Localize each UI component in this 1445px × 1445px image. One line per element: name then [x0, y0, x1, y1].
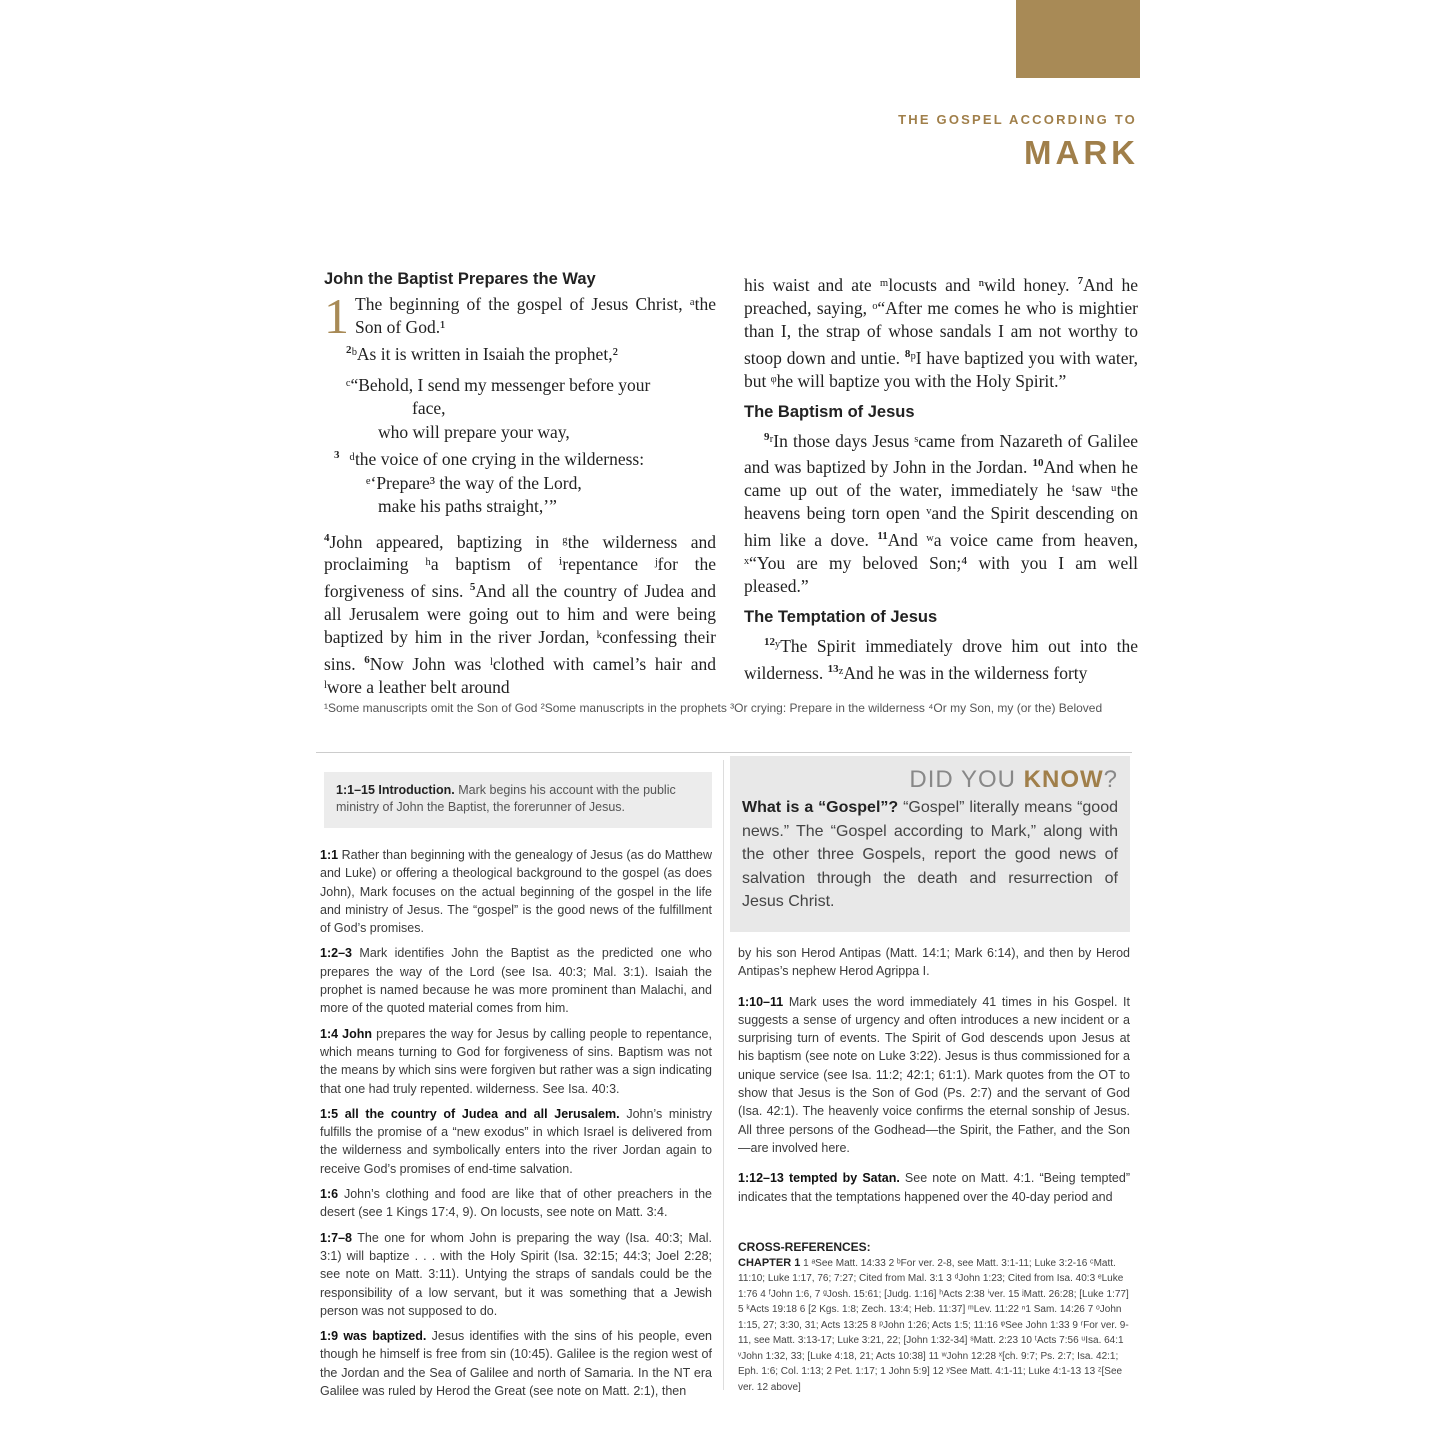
- book-title: MARK: [1024, 134, 1139, 171]
- verses-6-8: his waist and ate ᵐlocusts and ⁿwild honey. $^7$And he preached, saying, ᵒ“After me comes he who is mightier than I, the strap of whose sandals I am not worthy to stoop down and untie. $^8$ᵖI have baptized you with water, but ᵠhe will baptize you with the Holy Spirit.”: [744, 274, 1139, 391]
- text-footnotes: ¹Some manuscripts omit the Son of God ²Some manuscripts in the prophets ³Or crying: Prepare in the wilderness ⁴Or my Son, my (or the) Beloved: [324, 701, 1103, 715]
- scripture-column-left: [324, 270, 716, 698]
- study-note: 1:10–11 Mark uses the word immediately 41 times in his Gospel. It suggests a sense of urgency and often introduces a new incident or a surprising turn of events. The Spirit of God descends upon Jesus at his baptism (see note on Luke 3:22). Jesus is thus commissioned for a unique service (see Isa. 11:2; 42:1; 61:1). Mark quotes from the OT to show that Jesus is the Son of God (Ps. 2:7) and the servant of God (Isa. 42:1). The heavenly voice confirms the eternal sonship of Jesus. All three persons of the Godhead—the Spirit, the Father, and the Son—are involved here.: [738, 994, 1130, 1155]
- verses-12-13: $^{12}$ʸThe Spirit immediately drove him out into the wilderness. $^{13}$ᶻAnd he was in the wilderness forty: [744, 635, 1138, 683]
- column-divider: [723, 760, 724, 1390]
- study-note: 1:9 was baptized. Jesus identifies with the sins of his people, even though he himself is free from sin (10:45). Galilee is the region west of the Jordan and the Sea of Galilee and north of Samaria. In the NT era Galilee was ruled by Herod the Great (see note on Matt. 2:1), then: [320, 1329, 712, 1399]
- section-heading-temptation: The Temptation of Jesus: [744, 608, 938, 627]
- study-note: 1:7–8 The one for whom John is preparing the way (Isa. 40:3; Mal. 3:1) will baptize . . . with the Holy Spirit (Isa. 32:15; 44:3; Joel 2:28; see note on Matt. 3:11). Untying the straps of sandals could be the responsibility of a low servant, but it was something that a Jewish person was not supposed to do.: [320, 1230, 712, 1318]
- cross-references-body: CHAPTER 1 1 ᵃSee Matt. 14:33 2 ᵇFor ver. 2-8, see Matt. 3:1-11; Luke 3:2-16 ᶜMatt. 11:10; Luke 1:17, 76; 7:27; Cited from Mal. 3:1 3 ᵈJohn 1:23; Cited from Isa. 40:3 ᵉLuke 1:76 4 ᶠJohn 1:6, 7 ᵍJosh. 15:61; [Judg. 1:16] ʰActs 2:38 ⁱver. 15 ʲMatt. 26:28; [Luke 1:77] 5 ᵏActs 19:18 6 [2 Kgs. 1:8; Zech. 13:4; Heb. 11:37] ᵐLev. 11:22 ⁿ1 Sam. 14:26 7 ᵒJohn 1:15, 27; 3:30, 31; Acts 13:25 8 ᵖJohn 1:26; Acts 1:5; 11:16 ᵠSee John 1:33 9 ʳFor ver. 9-11, see Matt. 3:13-17; Luke 3:21, 22; [John 1:32-34] ˢMatt. 2:23 10 ᵗActs 7:56 ᵘIsa. 64:1 ᵛJohn 1:32, 33; [Luke 4:18, 21; Acts 10:38] 11 ʷJohn 12:28 ˣ[ch. 9:7; Ps. 2:7; Isa. 42:1; Eph. 1:6; Col. 1:13; 2 Pet. 1:17; 1 John 5:9] 12 ʸSee Matt. 4:1-11; Luke 4:1-13 13 ᶻ[See ver. 12 above]: [738, 1256, 1129, 1393]
- study-notes-left: [320, 846, 712, 1399]
- verse-2: $^2$ᵇAs it is written in Isaiah the prophet,²: [346, 343, 618, 364]
- section-heading: John the Baptist Prepares the Way: [324, 270, 596, 288]
- verse-1: 1 The beginning of the gospel of Jesus Christ, ᵃthe Son of God.¹: [324, 288, 716, 344]
- book-color-tab: [1016, 0, 1140, 78]
- study-note: 1:4 John prepares the way for Jesus by calling people to repentance, which means turning to God for forgiveness of sins. Baptism was not the means by which sins were forgiven but rather was a sign indicating that one had truly repented. wilderness. See Isa. 40:3.: [320, 1026, 712, 1096]
- verses-4-6: $^4$John appeared, baptizing in ᵍthe wilderness and proclaiming ʰa baptism of ⁱrepentance ʲfor the forgiveness of sins. $^5$And all the country of Judea and all Jerusalem were going out to him and were being baptized by him in the river Jordan, ᵏconfessing their sins. $^6$Now John was ˡclothed with camel’s hair and ˡwore a leather belt around: [324, 531, 716, 698]
- chapter-number: 1: [324, 288, 349, 344]
- study-notes-right: [738, 944, 1130, 1224]
- book-kicker: THE GOSPEL ACCORDING TO: [898, 112, 1137, 127]
- did-you-know-body: What is a “Gospel”? “Gospel” literally means “good news.” The “Gospel according to Mark,” along with the other three Gospels, report the good news of salvation through the death and resurrection of Jesus Christ.: [742, 799, 1119, 910]
- study-note: 1:5 all the country of Judea and all Jerusalem. John’s ministry fulfills the promise of a “new exodus” in which Israel is delivered from the wilderness and symbolically enters into the river Jordan again to receive God’s promises of end-time salvation.: [320, 1106, 712, 1176]
- isaiah-quotation: ᶜ“Behold, I send my messenger before your face, who will prepare your way, $^3$ ᵈthe voice of one crying in the wilderness: ᵉ‘Prepare³ the way of the Lord, make his paths straight,’”: [334, 374, 651, 517]
- study-note: 1:2–3 Mark identifies John the Baptist as the predicted one who prepares the way of the Lord (see Isa. 40:3; Mal. 3:1). Isaiah the prophet is named because he was more prominent than Malachi, and more of the quoted material comes from him.: [320, 946, 712, 1016]
- cross-references-title: CROSS-REFERENCES:: [738, 1240, 871, 1254]
- did-you-know-box: [730, 756, 1130, 932]
- verses-9-11: $^9$ʳIn those days Jesus ˢcame from Nazareth of Galilee and was baptized by John in the Jordan. $^{10}$And when he came up out of the water, immediately he ᵗsaw ᵘthe heavens being torn open ᵛand the Spirit descending on him like a dove. $^{11}$And ʷa voice came from heaven, ˣ“You are my beloved Son;⁴ with you I am well pleased.”: [744, 430, 1139, 597]
- intro-note: 1:1–15 Introduction. Mark begins his account with the public ministry of John the Baptist, the forerunner of Jesus.: [324, 772, 712, 828]
- study-note: 1:1 Rather than beginning with the genealogy of Jesus (as do Matthew and Luke) or offering a theological background to the gospel (as does John), Mark focuses on the actual beginning of the gospel in the life and ministry of Jesus. The “gospel” is the good news of the fulfillment of God’s promises.: [320, 848, 712, 936]
- study-note: by his son Herod Antipas (Matt. 14:1; Mark 6:14), and then by Herod Antipas’s nephew Herod Agrippa I.: [738, 946, 1130, 979]
- study-note: 1:12–13 tempted by Satan. See note on Matt. 4:1. “Being tempted” indicates that the temptations happened over the 40-day period and: [738, 1171, 1130, 1204]
- study-note: 1:6 John’s clothing and food are like that of other preachers in the desert (see 1 Kings 17:4, 9). On locusts, see note on Matt. 3:4.: [320, 1187, 712, 1220]
- cross-references: [738, 1240, 1130, 1395]
- did-you-know-title: DID YOU KNOW?: [909, 766, 1118, 793]
- section-heading-baptism: The Baptism of Jesus: [744, 402, 915, 421]
- scripture-column-right: [744, 270, 1138, 690]
- section-divider: [316, 752, 1132, 753]
